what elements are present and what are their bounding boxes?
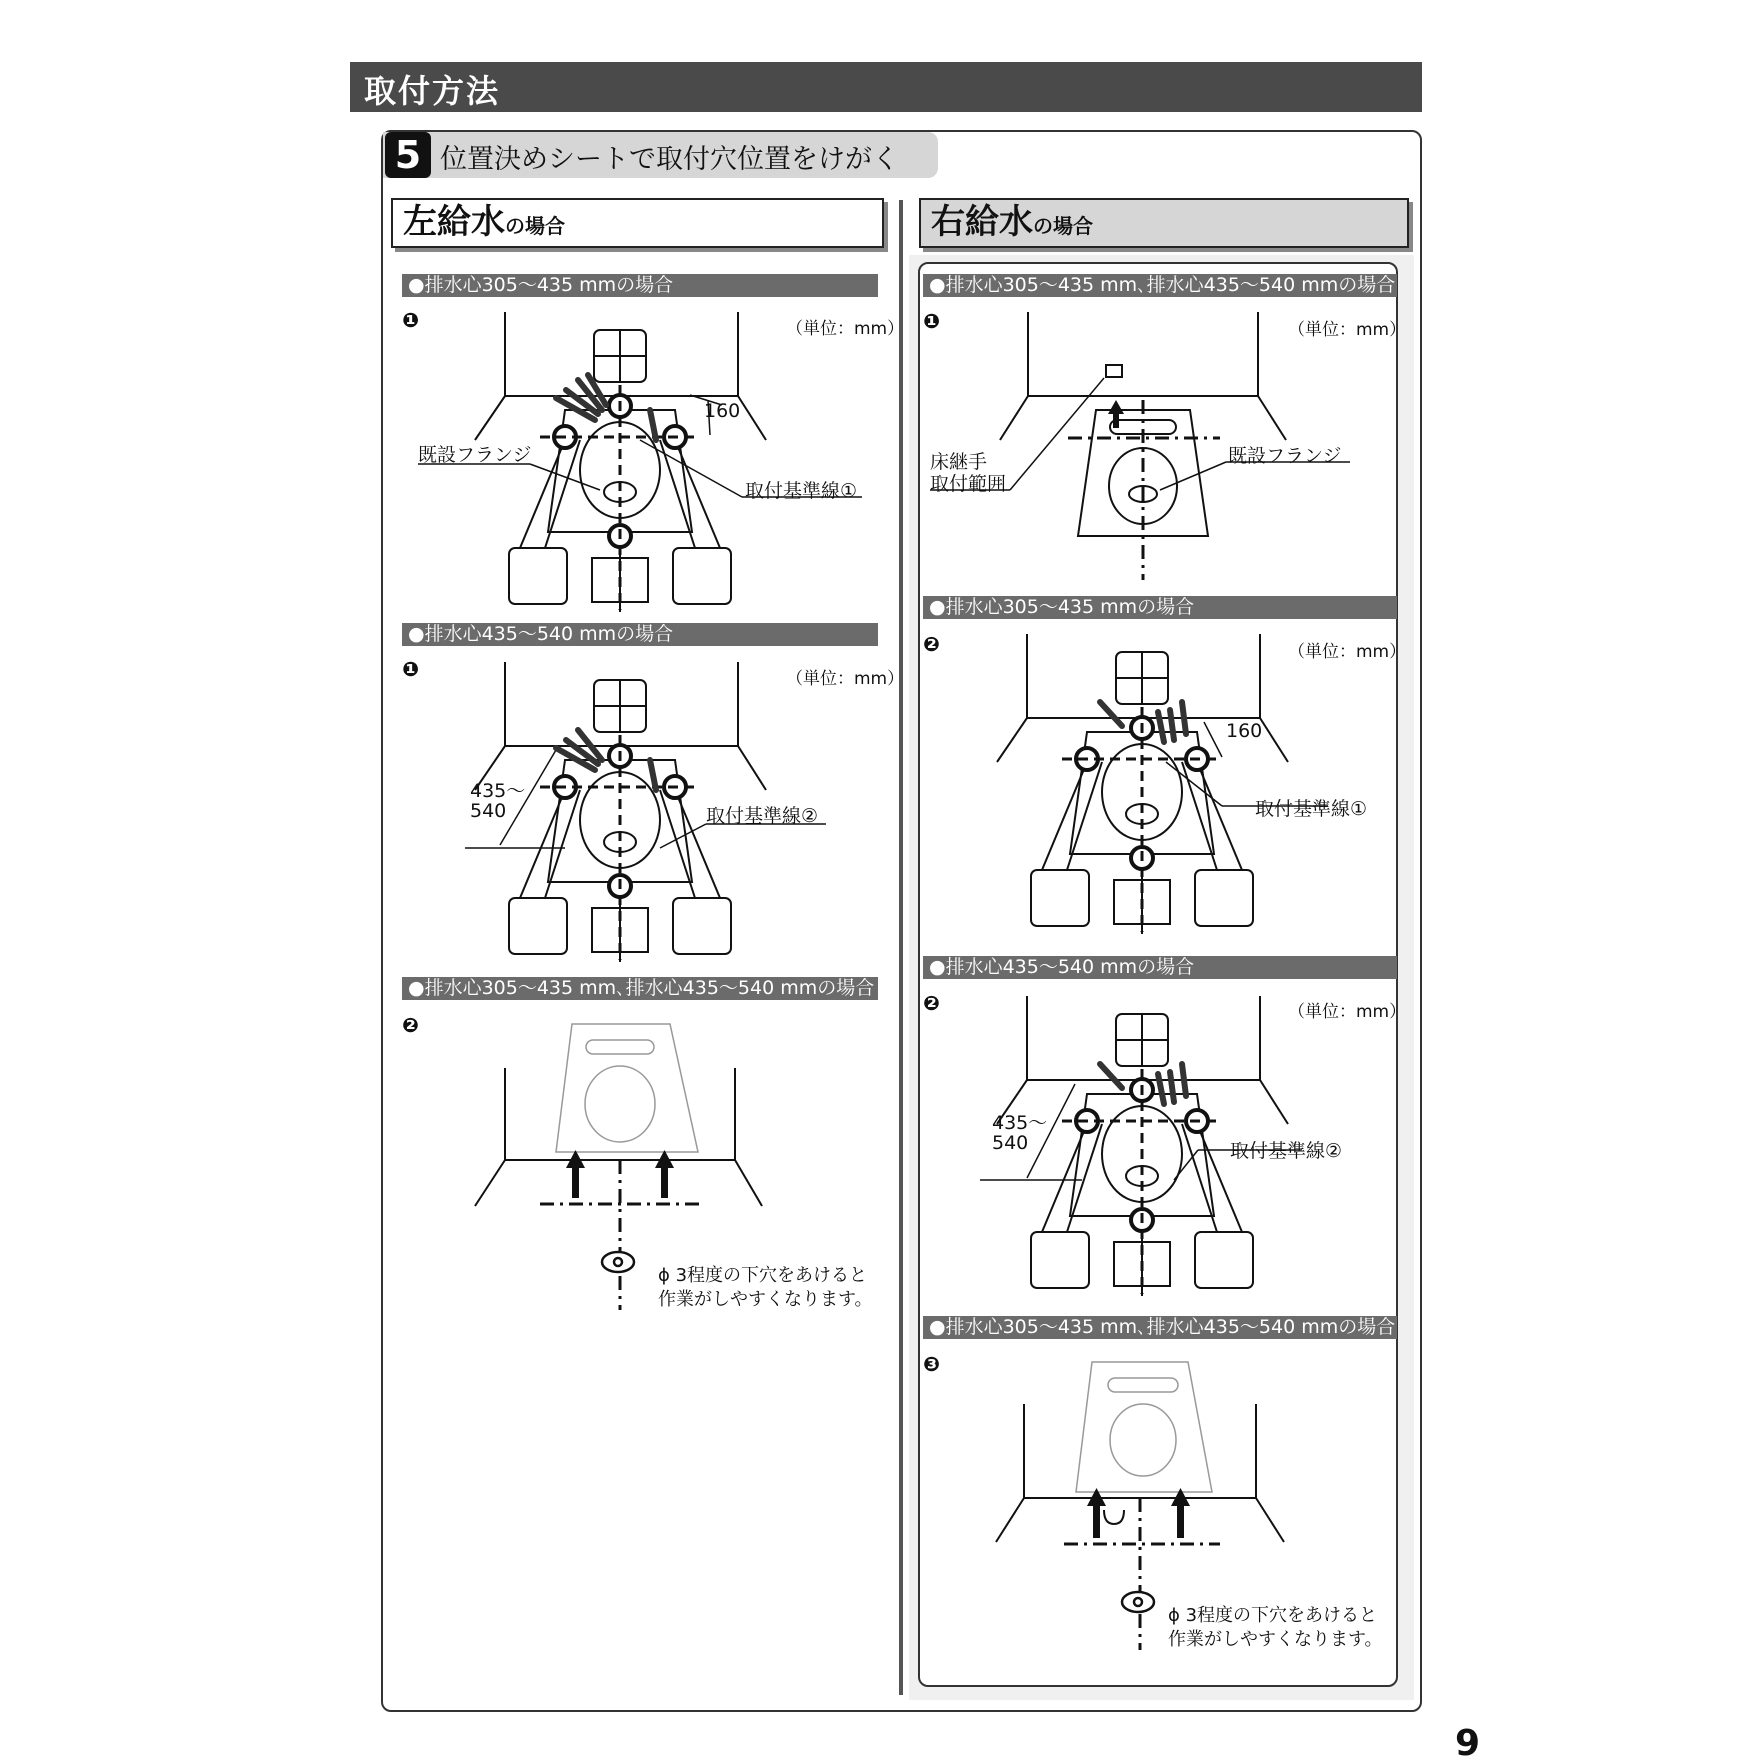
right-section-3-unit: （単位：mm） (1288, 1002, 1407, 1022)
left-section-2-mark: ❶ (402, 657, 419, 681)
right-section-2-line-label: 取付基準線① (1255, 798, 1368, 820)
right-section-1-floor-label-2: 取付範囲 (930, 473, 1007, 495)
left-title-main: 左給水 (403, 202, 505, 242)
left-section-1-line-label: 取付基準線① (745, 480, 858, 502)
page-number: 9 (1455, 1723, 1481, 1764)
left-section-3-note-2: 作業がしやすくなります。 (658, 1289, 873, 1310)
right-section-3-bar: ●排水心435～540 mmの場合 (923, 956, 1397, 979)
left-section-2-unit: （単位：mm） (786, 669, 905, 689)
right-title-sub: の場合 (1033, 214, 1093, 238)
left-section-1-dim-label: 160 (704, 400, 741, 422)
left-title-sub: の場合 (505, 214, 565, 238)
right-section-3-line-label: 取付基準線② (1230, 1140, 1343, 1162)
right-section-4-note-2: 作業がしやすくなります。 (1168, 1629, 1383, 1650)
left-section-2-line-label: 取付基準線② (706, 805, 819, 827)
right-section-4-bar: ●排水心305～435 mm､排水心435～540 mmの場合 (923, 1316, 1397, 1339)
left-section-1-mark: ❶ (402, 308, 419, 332)
left-section-2-dim1-label: 435～ (470, 780, 526, 802)
right-section-1-flange-label: 既設フランジ (1228, 445, 1342, 467)
step-title: 位置決めシートで取付穴位置をけがく (440, 144, 899, 175)
right-section-4-note-1: ϕ 3程度の下穴をあけると (1168, 1605, 1378, 1626)
right-title-main: 右給水 (931, 202, 1033, 242)
right-section-1-unit: （単位：mm） (1288, 320, 1407, 340)
right-section-2-dim-label: 160 (1226, 720, 1263, 742)
right-section-1-floor-label-1: 床継手 (930, 451, 988, 473)
left-section-1-flange-label: 既設フランジ (418, 444, 532, 466)
right-section-3-dim2-label: 540 (992, 1132, 1029, 1154)
right-section-4-mark: ❸ (923, 1352, 940, 1376)
left-section-3-note-1: ϕ 3程度の下穴をあけると (658, 1265, 868, 1286)
right-section-2-mark: ❷ (923, 632, 940, 656)
left-section-3-bar: ●排水心305～435 mm､排水心435～540 mmの場合 (402, 977, 878, 1000)
left-section-1-bar: ●排水心305～435 mmの場合 (402, 274, 878, 297)
right-section-2-bar: ●排水心305～435 mmの場合 (923, 596, 1397, 619)
page-title: 取付方法 (364, 72, 501, 110)
left-section-2-bar: ●排水心435～540 mmの場合 (402, 623, 878, 646)
left-section-2-dim2-label: 540 (470, 800, 507, 822)
right-section-3-mark: ❷ (923, 991, 940, 1015)
right-section-3-dim1-label: 435～ (992, 1112, 1048, 1134)
right-section-2-unit: （単位：mm） (1288, 642, 1407, 662)
left-section-3-mark: ❷ (402, 1013, 419, 1037)
step-number: 5 (385, 132, 431, 178)
right-section-1-mark: ❶ (923, 309, 940, 333)
left-section-1-unit: （単位：mm） (786, 319, 905, 339)
right-section-1-bar: ●排水心305～435 mm､排水心435～540 mmの場合 (923, 274, 1397, 297)
